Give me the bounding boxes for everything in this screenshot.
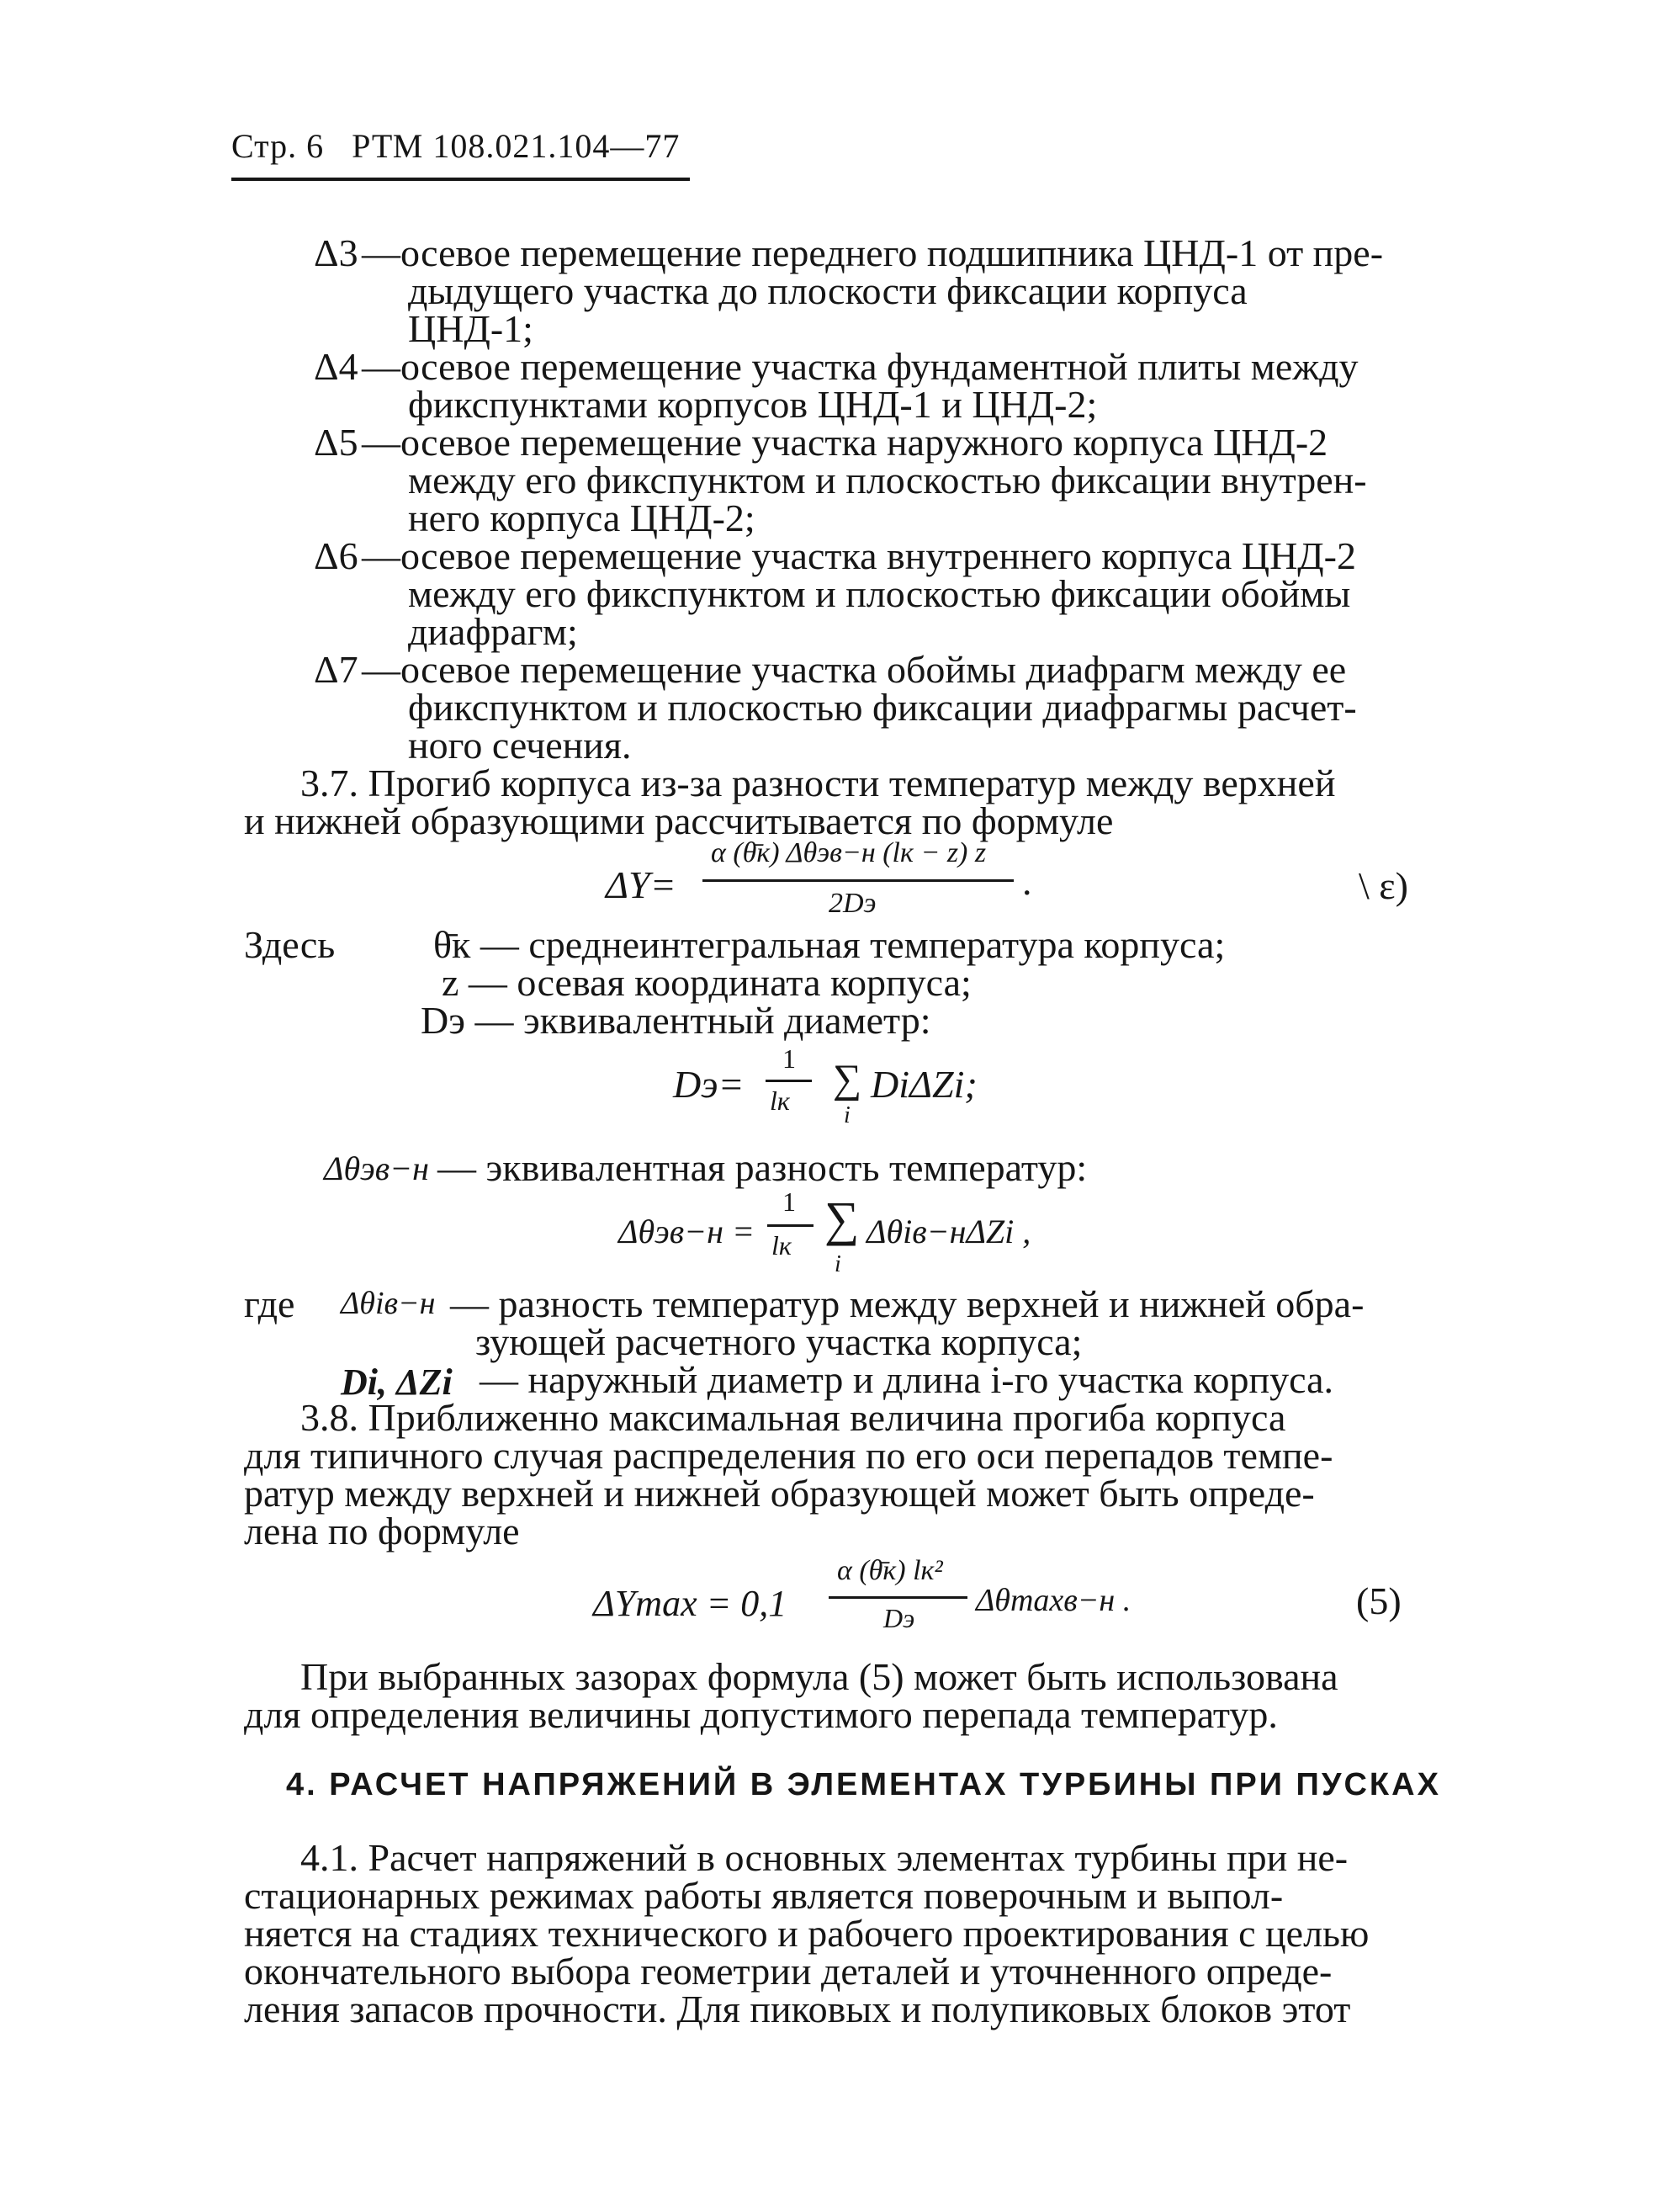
eqD-lhs: Dэ= [673,1063,745,1106]
def-symbol-d6: Δ6 [314,534,358,577]
eq4-denominator: 2Dэ [829,888,877,919]
gde-symbol: Δθiв−н [341,1286,436,1321]
zdes-item: θ̄к — среднеинтегральная температура корпуса; [433,923,1226,966]
def-symbol-d7: Δ7 [314,648,358,691]
paragraph-4-1: 4.1. Расчет напряжений в основных элементах турбины при не- [300,1836,1349,1879]
paragraph-3-8: 3.8. Приближенно максимальная величина прогиба корпуса [300,1396,1286,1439]
def-line: —осевое перемещение участка фундаментной плиты между [362,345,1359,388]
def-line: него корпуса ЦНД-2; [408,496,755,539]
paragraph-3-8: лена по формуле [244,1510,520,1552]
eq5-fraction-bar [829,1596,967,1599]
paragraph-3-8: для типичного случая распределения по его оси перепадов темпе- [244,1434,1333,1477]
eq4-numerator: α (θ̄к) Δθэв−н (lк − z) z [711,837,987,868]
def-line: между его фикспунктом и плоскостью фиксации внутрен- [408,459,1367,502]
def-symbol-d4: Δ4 [314,345,358,388]
paragraph-3-8: ратур между верхней и нижней образующей может быть опреде- [244,1472,1315,1515]
paragraph-after-eq5: При выбранных зазорах формула (5) может быть использована [300,1655,1338,1698]
eqT-fraction-bar [767,1224,814,1227]
def-line: фикспунктом и плоскостью фиксации диафрагмы расчет- [408,686,1357,729]
eqT-sum-sign: ∑ [824,1192,860,1246]
eqT-numerator: 1 [782,1186,796,1217]
def-line: ЦНД-1; [408,307,533,350]
def-line: дыдущего участка до плоскости фиксации корпуса [408,269,1248,312]
paragraph-4-1: стационарных режимах работы является поверочным и выпол- [244,1874,1284,1917]
running-header [231,126,680,166]
def-line: между его фикспунктом и плоскостью фиксации обоймы [408,572,1351,615]
eq4-period: . [1022,860,1032,903]
eqT-sum-index: i [835,1251,841,1277]
dtheta-text: — эквивалентная разность температур: [437,1146,1088,1189]
def-symbol-d5: Δ5 [314,421,358,464]
gde-label: где [244,1282,295,1325]
zdes-item: z — осевая координата корпуса; [442,961,972,1004]
zdes-item: Dэ — эквивалентный диаметр: [421,999,931,1042]
def-line: —осевое перемещение участка обоймы диафрагм между ее [362,648,1347,691]
eqD-numerator: 1 [782,1043,796,1074]
eqT-denominator: lк [771,1230,792,1261]
gde-line: — разность температур между верхней и нижней обра- [450,1282,1365,1325]
eqD-body: DiΔZi; [871,1063,978,1106]
paragraph-after-eq5: для определения величины допустимого перепада температур. [244,1693,1278,1736]
document-code: РТМ 108.021.104—77 [352,127,681,165]
eqD-fraction-bar [766,1080,812,1082]
eq5-denominator: Dэ [883,1603,915,1633]
di-text: — наружный диаметр и длина i-го участка корпуса. [480,1358,1333,1401]
paragraph-4-1: ления запасов прочности. Для пиковых и полупиковых блоков этот [244,1988,1351,2030]
def-line: —осевое перемещение переднего подшипника ЦНД-1 от пре- [362,231,1384,274]
di-symbol: Di, ΔZi [341,1361,453,1403]
eq5-numerator: α (θ̄к) lк² [837,1555,943,1586]
eqT-body: Δθiв−нΔZi , [866,1213,1031,1250]
paragraph-3-7: и нижней образующими рассчитывается по формуле [244,799,1114,842]
page-number: Стр. 6 [231,127,325,165]
dtheta-symbol: Δθэв−н [324,1149,429,1187]
def-line: ного сечения. [408,724,632,767]
eq5-number: (5) [1356,1579,1402,1622]
def-line: —осевое перемещение участка внутреннего корпуса ЦНД-2 [362,534,1356,577]
def-symbol-d3: Δ3 [314,231,358,274]
gde-line: зующей расчетного участка корпуса; [475,1320,1083,1363]
eq5-lhs: ΔYmax = 0,1 [593,1583,787,1624]
def-line: диафрагм; [408,610,578,653]
eqD-denominator: lк [770,1085,790,1116]
eqD-sum-index: i [844,1102,851,1128]
zdes-label: Здесь [244,923,336,966]
def-line: фикспунктами корпусов ЦНД-1 и ЦНД-2; [408,383,1098,426]
eq4-number: \ ɛ) [1359,864,1408,907]
eq4-lhs: ΔY= [606,863,676,906]
paragraph-4-1: няется на стадиях технического и рабочего проектирования с целью [244,1912,1370,1955]
section-4-heading: 4. РАСЧЕТ НАПРЯЖЕНИЙ В ЭЛЕМЕНТАХ ТУРБИНЫ ПРИ ПУСКАХ [286,1767,1441,1802]
paragraph-4-1: окончательного выбора геометрии деталей и уточненного опреде- [244,1950,1333,1993]
eq5-tail: Δθmaxв−н . [976,1583,1131,1618]
header-rule [231,178,690,181]
eq4-fraction-bar [702,879,1014,882]
def-line: —осевое перемещение участка наружного корпуса ЦНД-2 [362,421,1328,464]
paragraph-3-7: 3.7. Прогиб корпуса из-за разности температур между верхней [300,762,1336,804]
eqD-sum-sign: ∑ [833,1057,862,1101]
eqT-lhs: Δθэв−н = [618,1213,755,1250]
